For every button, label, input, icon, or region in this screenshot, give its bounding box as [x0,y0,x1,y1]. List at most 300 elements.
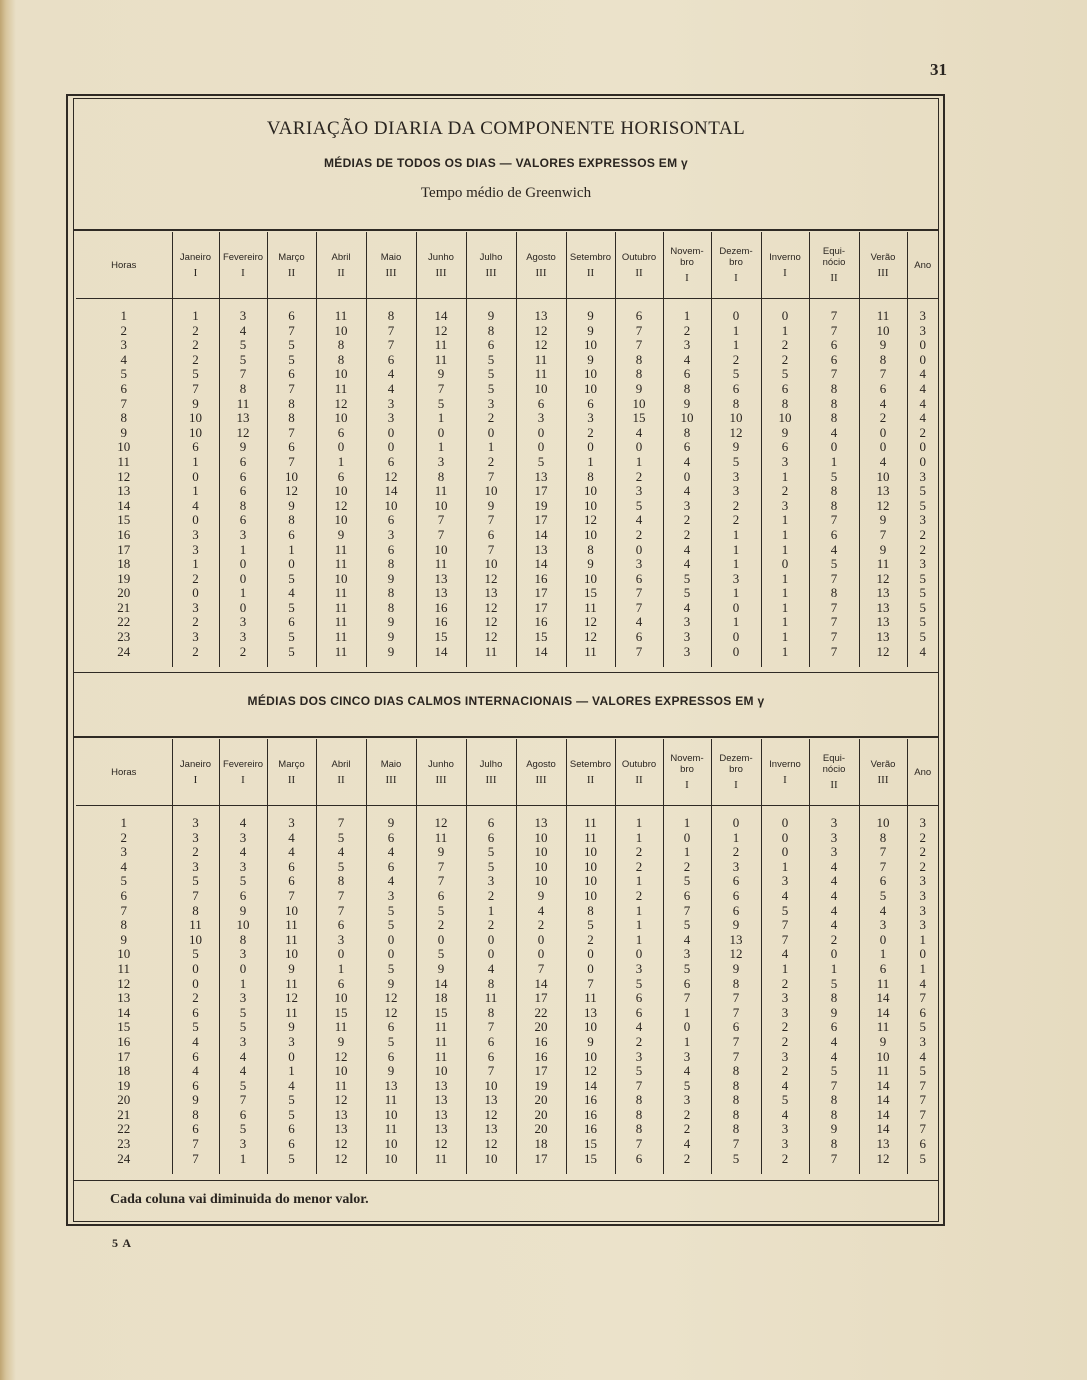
column-header-group: I [783,773,787,786]
value-cell: 5 [416,904,466,919]
value-cell: 10 [366,1137,416,1152]
section2-title: MÉDIAS DOS CINCO DIAS CALMOS INTERNACIONAIS — VALORES EXPRESSOS EM γ [247,694,765,708]
column-header [663,739,711,806]
value-cell: 3 [219,615,267,630]
value-cell: 3 [907,470,938,485]
hour-cell: 19 [117,1077,131,1093]
value-cell: 7 [809,1079,859,1094]
value-cell: 7 [267,455,316,470]
value-cell: 4 [809,426,859,441]
column-header-name: Março [278,251,305,263]
value-cell: 7 [711,1006,761,1021]
hour-cell: 22 [117,1121,131,1137]
value-cell: 7 [711,1050,761,1065]
value-cell: 20 [516,1108,566,1123]
column-header [516,739,566,806]
value-cell: 10 [466,484,516,499]
value-cell: 5 [466,382,516,397]
column-header-name: Abril [331,758,351,770]
value-cell: 6 [466,831,516,846]
value-cell: 5 [711,455,761,470]
table-row [76,528,938,543]
value-cell: 11 [416,1050,466,1065]
value-cell: 8 [316,338,366,353]
value-cell: 3 [761,1050,809,1065]
value-cell: 10 [566,1050,615,1065]
value-cell: 11 [316,601,366,616]
value-cell: 2 [172,991,219,1006]
value-cell: 11 [366,1122,416,1137]
value-cell: 3 [219,309,267,324]
value-cell: 10 [316,513,366,528]
value-cell: 9 [416,962,466,977]
value-cell: 10 [516,860,566,875]
value-cell: 11 [466,991,516,1006]
value-cell: 9 [711,918,761,933]
value-cell: 4 [267,586,316,601]
value-cell: 8 [809,499,859,514]
column-header-name: Julho [479,251,503,263]
value-cell: 9 [466,309,516,324]
column-header [416,739,466,806]
value-cell: 6 [267,309,316,324]
value-cell: 0 [366,933,416,948]
table-row [76,947,938,962]
value-cell: 0 [466,947,516,962]
value-cell: 7 [809,645,859,660]
value-cell: 5 [267,645,316,660]
value-cell: 16 [516,1035,566,1050]
value-cell: 5 [366,904,416,919]
value-cell: 9 [566,324,615,339]
value-cell: 8 [711,977,761,992]
value-cell: 12 [316,397,366,412]
value-cell: 0 [219,572,267,587]
value-cell: 0 [615,947,663,962]
hour-cell: 13 [117,990,131,1006]
value-cell: 11 [416,353,466,368]
table-row [76,338,938,353]
spacer-cell [615,1166,663,1174]
value-cell: 11 [416,557,466,572]
value-cell: 14 [859,1108,907,1123]
value-cell: 1 [859,947,907,962]
value-cell: 5 [466,367,516,382]
value-cell: 5 [711,367,761,382]
column-header-name: Agosto [526,251,556,263]
spacer-cell [316,1166,366,1174]
value-cell: 12 [316,1093,366,1108]
value-cell: 4 [809,889,859,904]
value-cell: 4 [761,947,809,962]
value-cell: 2 [711,513,761,528]
value-cell: 4 [366,845,416,860]
value-cell: 4 [663,543,711,558]
value-cell: 7 [316,904,366,919]
value-cell: 7 [466,1064,516,1079]
column-header-group: III [535,773,547,786]
value-cell: 8 [366,586,416,601]
hour-cell: 18 [117,556,131,572]
value-cell: 0 [711,816,761,831]
value-cell: 6 [366,1020,416,1035]
spacer-cell [267,1166,316,1174]
value-cell: 8 [809,586,859,601]
value-cell: 7 [316,816,366,831]
value-cell: 1 [219,543,267,558]
value-cell: 2 [566,933,615,948]
value-cell: 2 [907,831,938,846]
value-cell: 8 [466,1006,516,1021]
value-cell: 8 [859,353,907,368]
column-header-group: I [783,266,787,279]
value-cell: 10 [566,484,615,499]
value-cell: 4 [172,1064,219,1079]
hour-cell: 11 [117,960,131,976]
column-header-name: Ano [914,766,932,778]
column-header-name: Setembro [569,251,612,263]
hour-cell: 6 [120,887,127,903]
value-cell: 7 [267,889,316,904]
value-cell: 6 [809,1020,859,1035]
table-row [76,557,938,572]
value-cell: 12 [316,499,366,514]
value-cell: 12 [566,513,615,528]
value-cell: 0 [566,947,615,962]
spacer-cell [267,659,316,667]
header-horas: Horas [76,232,172,299]
value-cell: 7 [711,1035,761,1050]
table-row [76,499,938,514]
value-cell: 2 [615,889,663,904]
value-cell: 5 [615,977,663,992]
table-spacer-row [76,806,938,817]
value-cell: 6 [267,860,316,875]
value-cell: 3 [172,601,219,616]
value-cell: 3 [219,860,267,875]
column-header [366,739,416,806]
value-cell: 2 [615,860,663,875]
value-cell: 13 [516,470,566,485]
value-cell: 2 [711,499,761,514]
value-cell: 15 [516,630,566,645]
spacer-cell [761,1166,809,1174]
value-cell: 5 [663,962,711,977]
value-cell: 3 [172,528,219,543]
value-cell: 3 [907,324,938,339]
value-cell: 0 [859,933,907,948]
value-cell: 1 [711,831,761,846]
value-cell: 13 [316,1108,366,1123]
value-cell: 1 [761,645,809,660]
value-cell: 2 [761,484,809,499]
value-cell: 9 [809,1122,859,1137]
value-cell: 5 [267,601,316,616]
value-cell: 0 [219,601,267,616]
footnote: Cada coluna vai diminuida do menor valor. [110,1192,369,1207]
value-cell: 3 [761,455,809,470]
value-cell: 13 [516,816,566,831]
value-cell: 2 [663,1122,711,1137]
value-cell: 11 [416,484,466,499]
value-cell: 2 [416,918,466,933]
hour-cell: 3 [120,844,127,860]
value-cell: 10 [316,572,366,587]
value-cell: 8 [615,1122,663,1137]
value-cell: 9 [859,338,907,353]
value-cell: 5 [267,353,316,368]
value-cell: 10 [566,338,615,353]
value-cell: 5 [172,1020,219,1035]
value-cell: 1 [615,918,663,933]
value-cell: 14 [416,977,466,992]
value-cell: 4 [907,977,938,992]
value-cell: 10 [566,889,615,904]
value-cell: 14 [516,645,566,660]
value-cell: 11 [316,543,366,558]
value-cell: 7 [907,1108,938,1123]
value-cell: 3 [219,947,267,962]
value-cell: 14 [516,977,566,992]
value-cell: 0 [172,470,219,485]
value-cell: 20 [516,1093,566,1108]
spacer-cell [172,659,219,667]
value-cell: 5 [663,874,711,889]
value-cell: 7 [711,991,761,1006]
value-cell: 6 [172,1122,219,1137]
value-cell: 0 [516,933,566,948]
value-cell: 4 [907,397,938,412]
value-cell: 1 [761,543,809,558]
value-cell: 4 [219,324,267,339]
value-cell: 6 [316,426,366,441]
value-cell: 13 [516,543,566,558]
value-cell: 12 [366,991,416,1006]
value-cell: 1 [663,816,711,831]
value-cell: 0 [907,455,938,470]
value-cell: 12 [466,601,516,616]
value-cell: 8 [466,324,516,339]
value-cell: 4 [663,353,711,368]
value-cell: 9 [366,816,416,831]
value-cell: 10 [267,904,316,919]
value-cell: 4 [615,426,663,441]
value-cell: 2 [615,528,663,543]
spacer-cell [416,659,466,667]
value-cell: 0 [267,557,316,572]
value-cell: 11 [516,353,566,368]
value-cell: 18 [516,1137,566,1152]
value-cell: 5 [761,1093,809,1108]
value-cell: 7 [172,382,219,397]
value-cell: 0 [466,933,516,948]
table-spacer-row [76,299,938,310]
value-cell: 13 [416,586,466,601]
column-header-group: I [734,779,738,791]
spacer-cell [907,1166,938,1174]
value-cell: 3 [219,991,267,1006]
hour-cell: 5 [120,366,127,382]
value-cell: 8 [316,874,366,889]
value-cell: 12 [859,499,907,514]
value-cell: 8 [809,484,859,499]
value-cell: 7 [615,586,663,601]
column-header [416,232,466,299]
value-cell: 11 [267,1006,316,1021]
value-cell: 2 [761,1152,809,1167]
value-cell: 2 [615,470,663,485]
value-cell: 11 [316,382,366,397]
value-cell: 4 [907,382,938,397]
value-cell: 2 [615,845,663,860]
value-cell: 2 [907,845,938,860]
table-row [76,309,938,324]
column-header-group: III [877,266,889,279]
value-cell: 5 [267,630,316,645]
value-cell: 7 [761,918,809,933]
hour-cell: 22 [117,614,131,630]
value-cell: 4 [809,1035,859,1050]
value-cell: 7 [809,513,859,528]
value-cell: 14 [516,528,566,543]
table-row [76,904,938,919]
value-cell: 11 [172,918,219,933]
value-cell: 7 [761,933,809,948]
value-cell: 3 [663,338,711,353]
column-header-group: I [193,773,198,786]
value-cell: 9 [566,1035,615,1050]
value-cell: 8 [566,470,615,485]
value-cell: 1 [172,484,219,499]
value-cell: 15 [566,1137,615,1152]
value-cell: 9 [711,962,761,977]
value-cell: 9 [316,1035,366,1050]
value-cell: 1 [711,586,761,601]
hour-cell: 10 [117,946,131,962]
value-cell: 11 [316,1020,366,1035]
column-header-name: Setembro [569,758,612,770]
value-cell: 10 [761,411,809,426]
value-cell: 8 [761,397,809,412]
column-header-group: III [435,266,447,279]
table-row [76,397,938,412]
value-cell: 2 [663,1152,711,1167]
value-cell: 5 [366,918,416,933]
hour-cell: 20 [117,1092,131,1108]
value-cell: 0 [566,440,615,455]
value-cell: 9 [366,977,416,992]
value-cell: 2 [615,1035,663,1050]
spacer-cell [466,1166,516,1174]
table-row [76,353,938,368]
value-cell: 10 [316,367,366,382]
value-cell: 3 [366,528,416,543]
column-header-name: Novem- bro [670,753,704,775]
value-cell: 6 [366,1050,416,1065]
value-cell: 11 [219,397,267,412]
value-cell: 7 [663,991,711,1006]
table-row [76,484,938,499]
value-cell: 0 [907,947,938,962]
hour-cell: 2 [120,322,127,338]
value-cell: 4 [172,1035,219,1050]
value-cell: 1 [907,933,938,948]
value-cell: 0 [366,947,416,962]
spacer-cell [809,659,859,667]
value-cell: 7 [809,630,859,645]
value-cell: 2 [809,933,859,948]
value-cell: 9 [416,845,466,860]
spacer-cell [566,1166,615,1174]
value-cell: 7 [366,338,416,353]
value-cell: 4 [615,513,663,528]
value-cell: 13 [466,586,516,601]
value-cell: 8 [615,1093,663,1108]
value-cell: 2 [466,918,516,933]
value-cell: 10 [172,933,219,948]
value-cell: 2 [663,324,711,339]
value-cell: 8 [219,499,267,514]
value-cell: 11 [859,977,907,992]
value-cell: 13 [416,572,466,587]
value-cell: 8 [615,353,663,368]
value-cell: 4 [663,1137,711,1152]
value-cell: 9 [267,962,316,977]
value-cell: 11 [267,933,316,948]
hour-cell: 15 [117,1019,131,1035]
value-cell: 6 [366,353,416,368]
value-cell: 0 [316,947,366,962]
column-header-group: I [193,266,198,279]
value-cell: 7 [416,860,466,875]
value-cell: 13 [219,411,267,426]
value-cell: 11 [566,831,615,846]
value-cell: 15 [566,1152,615,1167]
value-cell: 3 [663,1093,711,1108]
value-cell: 1 [761,572,809,587]
value-cell: 7 [809,572,859,587]
value-cell: 6 [466,1035,516,1050]
value-cell: 3 [172,630,219,645]
value-cell: 8 [267,513,316,528]
column-header [172,739,219,806]
value-cell: 5 [615,1064,663,1079]
value-cell: 4 [663,484,711,499]
table-row [76,991,938,1006]
value-cell: 2 [466,455,516,470]
column-header-name: Abril [331,251,351,263]
value-cell: 2 [566,426,615,441]
column-header-name: Janeiro [179,758,212,770]
value-cell: 2 [907,426,938,441]
table-row [76,1020,938,1035]
value-cell: 3 [366,889,416,904]
value-cell: 2 [761,1020,809,1035]
value-cell: 9 [566,309,615,324]
value-cell: 5 [267,1152,316,1167]
value-cell: 14 [859,1093,907,1108]
value-cell: 7 [859,845,907,860]
value-cell: 0 [316,440,366,455]
value-cell: 1 [466,904,516,919]
hour-cell: 10 [117,439,131,455]
spacer-cell [366,659,416,667]
value-cell: 7 [615,324,663,339]
value-cell: 11 [566,991,615,1006]
value-cell: 7 [907,1122,938,1137]
value-cell: 17 [516,484,566,499]
value-cell: 4 [907,645,938,660]
